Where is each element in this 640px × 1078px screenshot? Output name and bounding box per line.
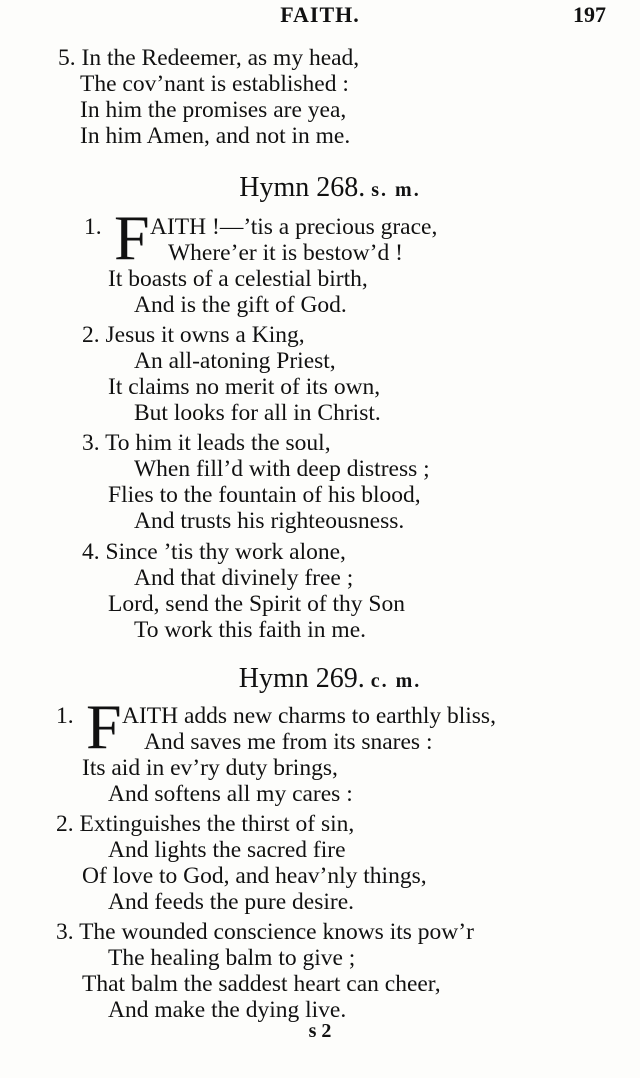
verse-line: AITH !—’tis a precious grace,: [150, 214, 438, 240]
hymn-meter: c. m.: [370, 670, 422, 692]
verse-line: In him Amen, and not in me.: [80, 123, 351, 149]
verse-line: The healing balm to give ;: [108, 945, 356, 971]
verse-line: And is the gift of God.: [134, 292, 347, 318]
hymn-title: [0, 172, 640, 204]
verse-line: The cov’nant is established :: [80, 71, 349, 97]
verse-line: But looks for all in Christ.: [134, 400, 381, 426]
verse-line: It claims no merit of its own,: [108, 374, 381, 400]
page-number: 197: [573, 2, 606, 27]
verse-number: 1.: [56, 703, 74, 729]
verse-line: 3. The wounded conscience knows its pow’r: [56, 919, 474, 945]
verse-line: Its aid in ev’ry duty brings,: [82, 755, 338, 781]
verse-line: 2. Jesus it owns a King,: [82, 322, 305, 348]
verse-line: To work this faith in me.: [134, 617, 367, 643]
verse-line: And trusts his righteousness.: [134, 508, 405, 534]
running-header: FAITH.: [280, 2, 360, 27]
verse-line: Lord, send the Spirit of thy Son: [108, 591, 405, 617]
drop-cap: F: [86, 691, 122, 762]
verse-line: An all-atoning Priest,: [134, 348, 336, 374]
hymn-number: Hymn 268.: [239, 172, 366, 203]
verse-line: That balm the saddest heart can cheer,: [82, 971, 441, 997]
hymn-number: Hymn 269.: [238, 663, 365, 694]
verse-line: And make the dying live.: [108, 997, 347, 1023]
verse-line: Where’er it is bestow’d !: [168, 240, 403, 266]
hymn-meter: s. m.: [371, 179, 421, 201]
verse-line: Of love to God, and heav’nly things,: [82, 863, 427, 889]
verse-line: 3. To him it leads the soul,: [82, 430, 331, 456]
verse-number: 1.: [84, 214, 102, 240]
verse-line: Flies to the fountain of his blood,: [108, 482, 421, 508]
verse-line: And softens all my cares :: [108, 781, 353, 807]
verse-line: 4. Since ’tis thy work alone,: [82, 539, 346, 565]
verse-line: And lights the sacred fire: [108, 837, 346, 863]
verse-line: In him the promises are yea,: [80, 97, 347, 123]
verse-line: 5. In the Redeemer, as my head,: [58, 45, 360, 71]
signature-mark: s 2: [308, 1020, 332, 1042]
verse-line: When fill’d with deep distress ;: [134, 456, 430, 482]
verse-line: It boasts of a celestial birth,: [108, 266, 368, 292]
verse-line: 2. Extinguishes the thirst of sin,: [56, 811, 355, 837]
verse-line: AITH adds new charms to earthly bliss,: [122, 703, 496, 729]
verse-line: And saves me from its snares :: [144, 729, 433, 755]
verse-line: And feeds the pure desire.: [108, 889, 355, 915]
drop-cap: F: [114, 202, 150, 273]
verse-line: And that divinely free ;: [134, 565, 354, 591]
